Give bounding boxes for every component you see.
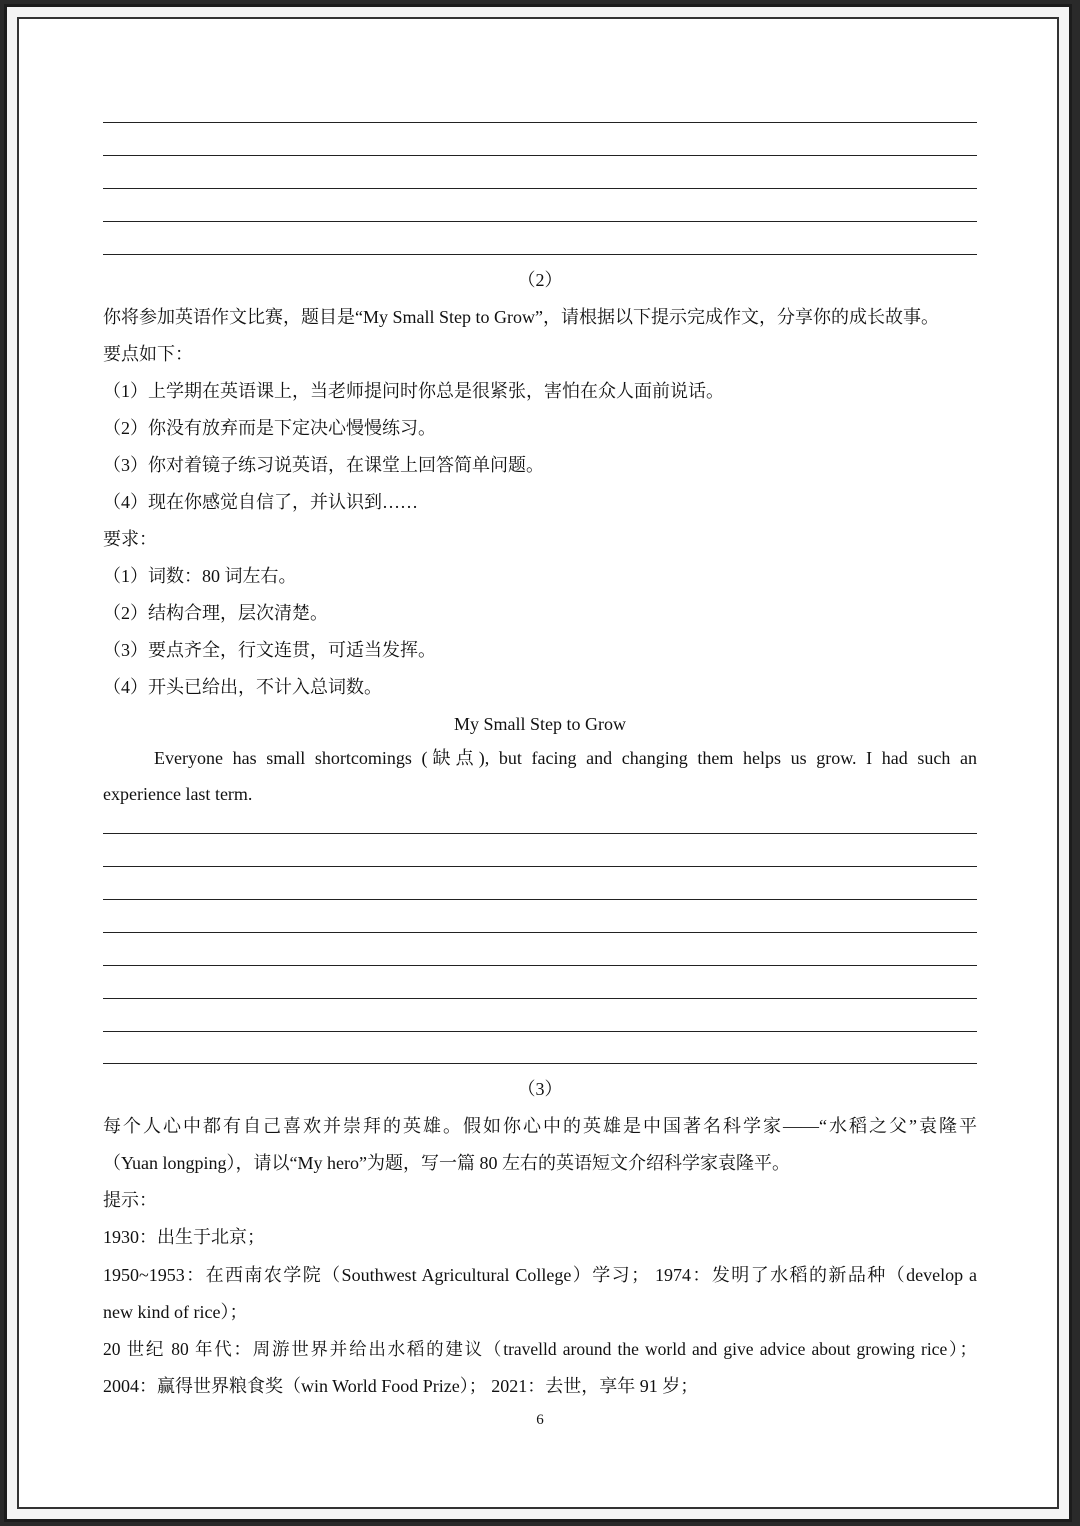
requirement-item: （2）结构合理，层次清楚。 (103, 603, 328, 623)
section-2-label: （2） (517, 270, 563, 290)
writing-line (103, 965, 977, 966)
hint-item: new kind of rice）； (103, 1302, 248, 1322)
writing-line (103, 899, 977, 900)
section-3-intro-line-2: （Yuan longping），请以“My hero”为题，写一篇 80 左右的英语短文介绍科学家袁隆平。 (103, 1153, 790, 1173)
hint-item: 2004：赢得世界粮食奖（win World Food Prize）； 2021：去世，享年 91 岁； (103, 1376, 699, 1396)
writing-line (103, 1031, 977, 1032)
requirements-heading: 要求： (103, 529, 157, 549)
hint-item: 1950~1953：在西南农学院（Southwest Agricultural College）学习； 1974：发明了水稻的新品种（develop a (103, 1265, 977, 1285)
requirement-item: （3）要点齐全，行文连贯，可适当发挥。 (103, 640, 436, 660)
writing-line (103, 155, 977, 156)
section-3-intro-line-1: 每个人心中都有自己喜欢并崇拜的英雄。假如你心中的英雄是中国著名科学家——“水稻之父”袁隆平 (103, 1116, 977, 1136)
essay-opening-line-2: experience last term. (103, 784, 253, 804)
section-2-points-heading: 要点如下： (103, 344, 193, 364)
hint-item: 20 世纪 80 年代：周游世界并给出水稻的建议（travelld around the world and give advice about growing rice）； (103, 1339, 977, 1359)
point-item: （1）上学期在英语课上，当老师提问时你总是很紧张，害怕在众人面前说话。 (103, 381, 724, 401)
requirement-item: （1）词数：80 词左右。 (103, 566, 297, 586)
essay-opening-line-1: Everyone has small shortcomings (缺点), but facing and changing them helps us grow. I had such an (154, 748, 977, 768)
requirement-item: （4）开头已给出，不计入总词数。 (103, 677, 382, 697)
writing-line (103, 833, 977, 834)
hint-item: 1930：出生于北京； (103, 1227, 265, 1247)
writing-line (103, 254, 977, 255)
page-number: 6 (536, 1412, 544, 1428)
writing-line (103, 188, 977, 189)
point-item: （2）你没有放弃而是下定决心慢慢练习。 (103, 418, 436, 438)
section-3-label: （3） (517, 1079, 563, 1099)
essay-title: My Small Step to Grow (453, 714, 626, 734)
writing-line (103, 866, 977, 867)
writing-line (103, 998, 977, 999)
section-2-intro: 你将参加英语作文比赛，题目是“My Small Step to Grow”，请根据以下提示完成作文，分享你的成长故事。 (103, 307, 939, 327)
hints-heading: 提示： (103, 1190, 157, 1210)
point-item: （4）现在你感觉自信了，并认识到…… (103, 492, 418, 512)
point-item: （3）你对着镜子练习说英语，在课堂上回答简单问题。 (103, 455, 544, 475)
writing-line (103, 221, 977, 222)
writing-line (103, 932, 977, 933)
writing-line (103, 122, 977, 123)
writing-line (103, 1063, 977, 1064)
